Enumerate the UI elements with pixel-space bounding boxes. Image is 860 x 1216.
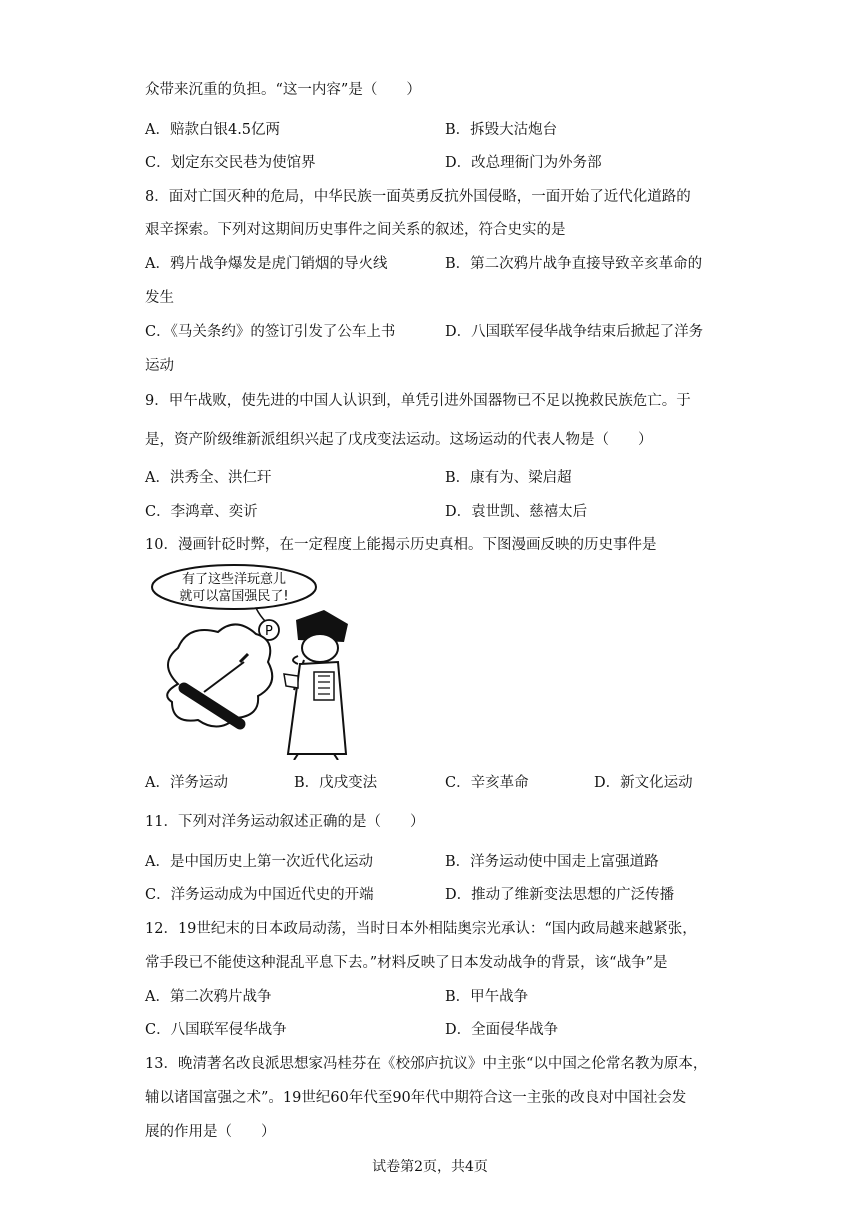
q10-option-b[interactable]: B．戊戌变法 (294, 775, 378, 791)
q12-option-a[interactable]: A．第二次鸦片战争 (145, 989, 272, 1005)
q10-stem: 10．漫画针砭时弊，在一定程度上能揭示历史真相。下图漫画反映的历史事件是 (145, 537, 657, 553)
q7-stem-cont: 众带来沉重的负担。“这一内容”是（ ） (145, 82, 421, 98)
q7-option-b[interactable]: B．拆毁大沽炮台 (445, 122, 558, 138)
svg-text:P: P (265, 624, 273, 639)
q8-option-a[interactable]: A．鸦片战争爆发是虎门销烟的导火线 (145, 256, 388, 272)
q8-option-d[interactable]: D．八国联军侵华战争结束后掀起了洋务 (445, 324, 704, 340)
q8-stem-line1: 8．面对亡国灭种的危局，中华民族一面英勇反抗外国侵略，一面开始了近代化道路的 (145, 189, 691, 205)
q8-option-c[interactable]: C．《马关条约》的签订引发了公车上书 (145, 324, 396, 340)
q12-option-c[interactable]: C．八国联军侵华战争 (145, 1022, 287, 1038)
q8-stem-line2: 艰辛探索。下列对这期间历史事件之间关系的叙述，符合史实的是 (145, 222, 566, 238)
q10-option-a[interactable]: A．洋务运动 (145, 775, 228, 791)
q10-option-d[interactable]: D．新文化运动 (594, 775, 693, 791)
bubble-text-line1: 有了这些洋玩意儿 (181, 572, 287, 587)
q11-option-d[interactable]: D．推动了维新变法思想的广泛传播 (445, 887, 675, 903)
q8-option-b-cont: 发生 (145, 290, 174, 306)
q8-option-b[interactable]: B．第二次鸦片战争直接导致辛亥革命的 (445, 256, 703, 272)
q9-option-d[interactable]: D．袁世凯、慈禧太后 (445, 504, 588, 520)
q11-option-a[interactable]: A．是中国历史上第一次近代化运动 (145, 854, 373, 870)
q13-stem-line3: 展的作用是（ ） (145, 1124, 276, 1140)
bubble-text-line2: 就可以富国强民了! (179, 589, 289, 604)
q9-option-a[interactable]: A．洪秀全、洪仁玕 (145, 470, 272, 486)
page-footer: 试卷第2页，共4页 (372, 1159, 488, 1175)
q12-stem-line1: 12．19世纪末的日本政局动荡，当时日本外相陆奥宗光承认：“国内政局越来越紧张， (145, 921, 697, 937)
q7-option-d[interactable]: D．改总理衙门为外务部 (445, 155, 602, 171)
q9-option-c[interactable]: C．李鸿章、奕䜣 (145, 504, 258, 520)
q12-option-b[interactable]: B．甲午战争 (445, 989, 529, 1005)
q9-stem-line1: 9．甲午战败，使先进的中国人认识到，单凭引进外国器物已不足以挽救民族危亡。于 (145, 393, 691, 409)
q9-option-b[interactable]: B．康有为、梁启超 (445, 470, 572, 486)
q11-stem: 11．下列对洋务运动叙述正确的是（ ） (145, 814, 425, 830)
q9-stem-line2: 是，资产阶级维新派组织兴起了戊戌变法运动。这场运动的代表人物是（ ） (145, 432, 653, 448)
q8-option-d-cont: 运动 (145, 358, 174, 374)
q7-option-c[interactable]: C．划定东交民巷为使馆界 (145, 155, 316, 171)
q7-option-a[interactable]: A．赔款白银4.5亿两 (145, 122, 281, 138)
q12-option-d[interactable]: D．全面侵华战争 (445, 1022, 559, 1038)
q11-option-c[interactable]: C．洋务运动成为中国近代史的开端 (145, 887, 374, 903)
q13-stem-line2: 辅以诸国富强之术”。19世纪60年代至90年代中期符合这一主张的改良对中国社会发 (145, 1090, 687, 1106)
cartoon-image (148, 564, 370, 760)
q11-option-b[interactable]: B．洋务运动使中国走上富强道路 (445, 854, 659, 870)
q12-stem-line2: 常手段已不能使这种混乱平息下去。”材料反映了日本发动战争的背景，该“战争”是 (145, 955, 668, 971)
q10-option-c[interactable]: C．辛亥革命 (445, 775, 529, 791)
q13-stem-line1: 13．晚清著名改良派思想家冯桂芬在《校邠庐抗议》中主张“以中国之伦常名教为原本， (145, 1056, 708, 1072)
